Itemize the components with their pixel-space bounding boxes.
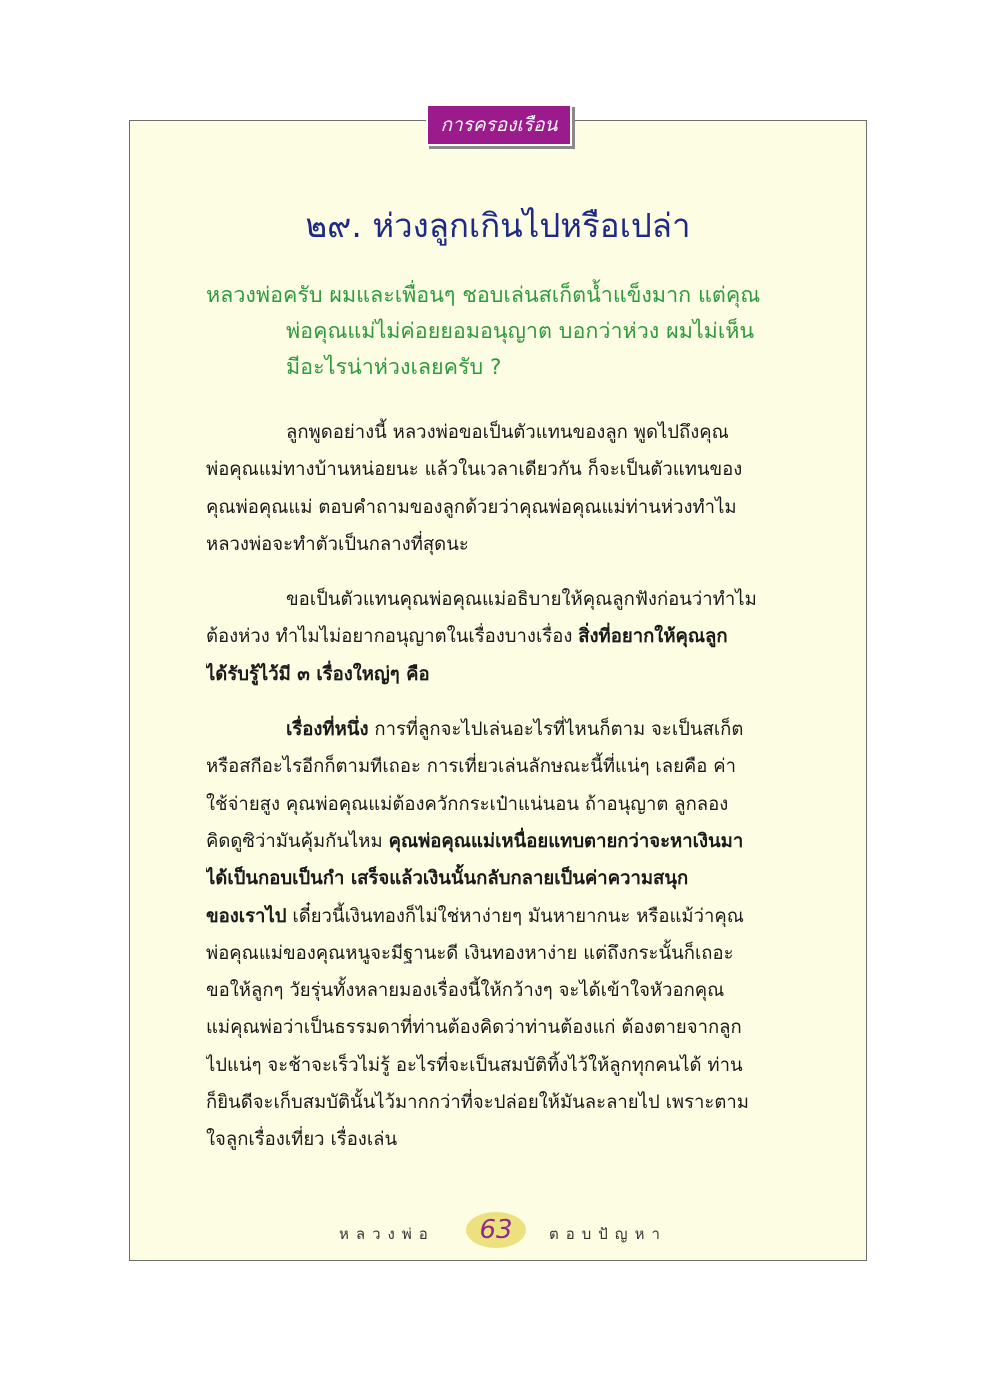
emphasis-text: ของเราไป xyxy=(206,905,287,927)
text-line xyxy=(206,823,792,860)
question-line: พ่อคุณแม่ไม่ค่อยยอมอนุญาต บอกว่าห่วง ผมไม่เห็น xyxy=(286,319,755,344)
text-line: คุณพ่อคุณแม่ ตอบคำถามของลูกด้วยว่าคุณพ่อคุณแม่ท่านห่วงทำไม xyxy=(206,496,737,518)
emphasis-text: เรื่องที่หนึ่ง xyxy=(286,719,369,741)
text-line xyxy=(206,618,792,655)
answer-body xyxy=(206,414,792,1177)
text-line: ใจลูกเรื่องเที่ยว เรื่องเล่น xyxy=(206,1129,398,1151)
answer-paragraph-3 xyxy=(206,711,792,1159)
footer-right-text: ตอบปัญหา xyxy=(549,1225,667,1243)
text-run: การที่ลูกจะไปเล่นอะไรที่ไหนก็ตาม จะเป็นสเก็ต xyxy=(368,719,744,741)
footer-left-text: หลวงพ่อ xyxy=(339,1225,435,1243)
chapter-title: ๒๙. ห่วงลูกเกินไปหรือเปล่า xyxy=(305,206,691,245)
text-line xyxy=(206,898,792,935)
answer-paragraph-2 xyxy=(206,581,792,693)
text-line: หรือสกีอะไรอีกก็ตามทีเถอะ การเที่ยวเล่นลักษณะนี้ที่แน่ๆ เลยคือ ค่า xyxy=(206,756,737,778)
answer-paragraph-1 xyxy=(206,414,792,563)
text-line: ก็ยินดีจะเก็บสมบัตินั้นไว้มากกว่าที่จะปล่อยให้มันละลายไป เพราะตาม xyxy=(206,1092,749,1114)
text-run: เดี๋ยวนี้เงินทองก็ไม่ใช่หาง่ายๆ มันหายากนะ หรือแม้ว่าคุณ xyxy=(286,905,744,927)
text-run: ต้องห่วง ทำไมไม่อยากอนุญาตในเรื่องบางเรื่อง xyxy=(206,626,579,648)
text-line: หลวงพ่อจะทำตัวเป็นกลางที่สุดนะ xyxy=(206,533,469,555)
text-line: แม่คุณพ่อว่าเป็นธรรมดาที่ท่านต้องคิดว่าท่านต้องแก่ ต้องตายจากลูก xyxy=(206,1017,742,1039)
text-line: ขอเป็นตัวแทนคุณพ่อคุณแม่อธิบายให้คุณลูกฟังก่อนว่าทำไม xyxy=(286,589,757,611)
section-tab: การครองเรือน xyxy=(426,104,572,146)
question-line: มีอะไรน่าห่วงเลยครับ ? xyxy=(286,355,502,380)
text-line: พ่อคุณแม่ทางบ้านหน่อยนะ แล้วในเวลาเดียวกัน ก็จะเป็นตัวแทนของ xyxy=(206,459,743,481)
text-line: พ่อคุณแม่ของคุณหนูจะมีฐานะดี เงินทองหาง่าย แต่ถึงกระนั้นก็เถอะ xyxy=(206,942,734,964)
question-line: หลวงพ่อครับ ผมและเพื่อนๆ ชอบเล่นสเก็ตน้ำแข็งมาก แต่คุณ xyxy=(206,283,761,308)
page-footer xyxy=(129,1208,867,1252)
text-line: ขอให้ลูกๆ วัยรุ่นทั้งหลายมองเรื่องนี้ให้กว้างๆ จะได้เข้าใจหัวอกคุณ xyxy=(206,980,725,1002)
emphasis-text: สิ่งที่อยากให้คุณลูก xyxy=(578,626,728,648)
text-line: ใช้จ่ายสูง คุณพ่อคุณแม่ต้องควักกระเป๋าแน่นอน ถ้าอนุญาต ลูกลอง xyxy=(206,793,729,815)
text-line: ไปแน่ๆ จะช้าจะเร็วไม่รู้ อะไรที่จะเป็นสมบัติทิ้งไว้ให้ลูกทุกคนได้ ท่าน xyxy=(206,1054,743,1076)
page-number: 63 xyxy=(466,1212,526,1248)
text-line xyxy=(206,711,792,748)
emphasis-text: คุณพ่อคุณแม่เหนื่อยแทบตายกว่าจะหาเงินมา xyxy=(388,830,744,852)
emphasis-line: ได้เป็นกอบเป็นกำ เสร็จแล้วเงินนั้นกลับกลายเป็นค่าความสนุก xyxy=(206,868,689,890)
question-block xyxy=(206,278,794,386)
text-run: คิดดูซิว่ามันคุ้มกันไหม xyxy=(206,830,389,852)
emphasis-line: ได้รับรู้ไว้มี ๓ เรื่องใหญ่ๆ คือ xyxy=(206,663,430,685)
text-line: ลูกพูดอย่างนี้ หลวงพ่อขอเป็นตัวแทนของลูก พูดไปถึงคุณ xyxy=(286,422,729,443)
